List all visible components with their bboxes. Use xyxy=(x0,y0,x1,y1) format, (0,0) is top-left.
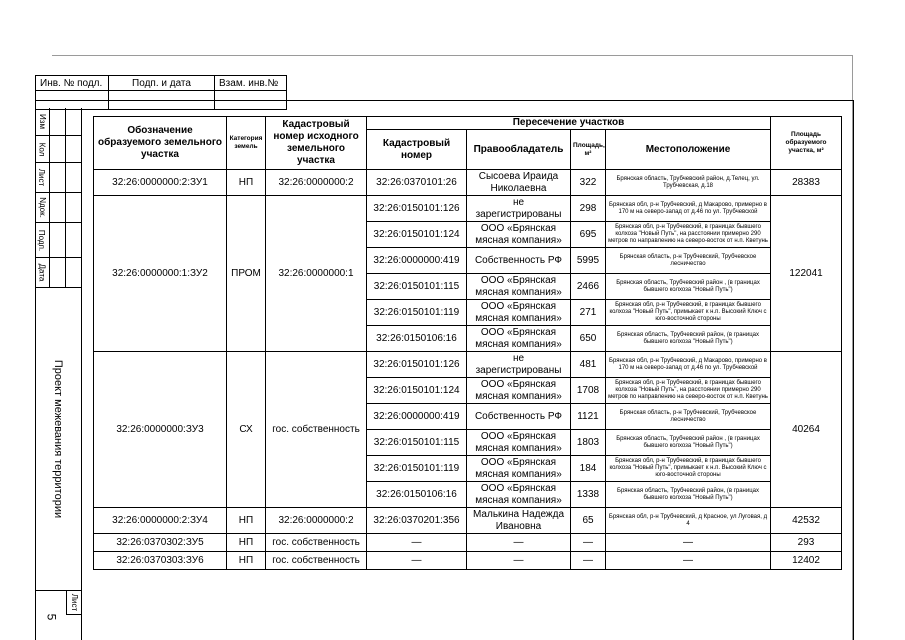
intersect-cadastral: 32:26:0150101:124 xyxy=(367,222,467,248)
intersect-area: 1338 xyxy=(571,482,606,508)
intersect-location: Брянская область, Трубчевский район , (в границах бывшего колхоза "Новый Путь") xyxy=(606,430,771,456)
sheet-outer-top-line xyxy=(52,55,852,56)
strip-cell-list xyxy=(35,163,82,193)
intersect-area: — xyxy=(571,552,606,570)
intersect-owner: ООО «Брянская мясная компания» xyxy=(467,456,571,482)
intersect-area: 1121 xyxy=(571,404,606,430)
intersect-location: — xyxy=(606,552,771,570)
plot-source-cadastral: гос. собственность xyxy=(266,352,367,508)
intersect-location: Брянская обл, р-н Трубчевский, в границах бывшего колхоза "Новый Путь", примыкает к н.п. Высокий Ключ с юго-восточной стороны xyxy=(606,300,771,326)
plot-total-area: 12402 xyxy=(771,552,842,570)
header-source-cadastral: Кадастровый номер исходного земельного участка xyxy=(266,117,367,170)
strip-cell-data xyxy=(35,258,82,288)
project-title-text: Проект межевания территории xyxy=(52,359,65,519)
land-plots-table xyxy=(93,116,842,570)
plot-designation: 32:26:0000000:ЗУ3 xyxy=(94,352,227,508)
intersect-location: Брянская обл, р-н Трубчевский, д Красное, ул Луговая, д 4 xyxy=(606,508,771,534)
stamp-inv-podl: Инв. № подл. xyxy=(36,76,109,91)
intersect-location: Брянская область, Трубчевский район, (в границах бывшего колхоза "Новый Путь") xyxy=(606,326,771,352)
intersect-cadastral: 32:26:0150101:126 xyxy=(367,352,467,378)
plot-category: НП xyxy=(227,534,266,552)
strip-label-data: Дата xyxy=(37,263,47,282)
intersect-area: 695 xyxy=(571,222,606,248)
intersect-owner: ООО «Брянская мясная компания» xyxy=(467,482,571,508)
intersect-area: 271 xyxy=(571,300,606,326)
plot-category: СХ xyxy=(227,352,266,508)
plot-category: НП xyxy=(227,508,266,534)
intersect-owner: ООО «Брянская мясная компания» xyxy=(467,430,571,456)
intersect-location: Брянская обл, р-н Трубчевский, д Макарово, примерно в 170 м на северо-запад от д.46 по ул. Трубчевской xyxy=(606,352,771,378)
intersect-owner: Сысоева Ираида Николаевна xyxy=(467,170,571,196)
intersect-location: Брянская обл, р-н Трубчевский, в границах бывшего колхоза "Новый Путь", примыкает к н.п. Высокий Ключ с юго-восточной стороны xyxy=(606,456,771,482)
intersect-cadastral: — xyxy=(367,552,467,570)
header-area: Площадь, м² xyxy=(571,130,606,170)
table-row xyxy=(94,196,842,222)
plot-total-area: 122041 xyxy=(771,196,842,352)
intersect-cadastral: 32:26:0150101:115 xyxy=(367,430,467,456)
project-title xyxy=(35,288,82,590)
table-row xyxy=(94,352,842,378)
header-designation: Обозначение образуемого земельного участка xyxy=(94,117,227,170)
plot-designation: 32:26:0000000:2:ЗУ1 xyxy=(94,170,227,196)
intersect-area: 65 xyxy=(571,508,606,534)
plot-total-area: 40264 xyxy=(771,352,842,508)
plot-category: НП xyxy=(227,170,266,196)
intersect-cadastral: — xyxy=(367,534,467,552)
plot-source-cadastral: гос. собственность xyxy=(266,552,367,570)
intersect-owner: Собственность РФ xyxy=(467,404,571,430)
header-location: Местоположение xyxy=(606,130,771,170)
sheet-number: 5 xyxy=(44,613,58,621)
intersect-owner: ООО «Брянская мясная компания» xyxy=(467,300,571,326)
intersect-cadastral: 32:26:0370201:356 xyxy=(367,508,467,534)
intersect-cadastral: 32:26:0000000:419 xyxy=(367,248,467,274)
strip-label-kol: Кол xyxy=(37,142,47,156)
intersect-location: Брянская область, Трубчевский район, (в границах бывшего колхоза "Новый Путь") xyxy=(606,482,771,508)
intersect-cadastral: 32:26:0370101:26 xyxy=(367,170,467,196)
intersect-cadastral: 32:26:0150101:115 xyxy=(367,274,467,300)
plot-source-cadastral: 32:26:0000000:2 xyxy=(266,170,367,196)
intersect-location: Брянская обл, р-н Трубчевский, д Макарово, примерно в 170 м на северо-запад от д.46 по ул. Трубчевской xyxy=(606,196,771,222)
plot-designation: 32:26:0370303:ЗУ6 xyxy=(94,552,227,570)
intersect-area: 650 xyxy=(571,326,606,352)
header-owner: Правообладатель xyxy=(467,130,571,170)
table-row xyxy=(94,534,842,552)
intersect-owner: — xyxy=(467,534,571,552)
intersect-area: — xyxy=(571,534,606,552)
header-formed-area: Площадь образуемого участка, м² xyxy=(771,117,842,170)
intersect-area: 481 xyxy=(571,352,606,378)
intersect-owner: не зарегистрированы xyxy=(467,352,571,378)
intersect-owner: ООО «Брянская мясная компания» xyxy=(467,326,571,352)
strip-label-ndok: Nдок. xyxy=(37,197,47,218)
intersect-cadastral: 32:26:0000000:419 xyxy=(367,404,467,430)
intersect-area: 184 xyxy=(571,456,606,482)
strip-label-list: Лист xyxy=(37,168,47,187)
table-body xyxy=(94,170,842,570)
sheet-label: Лист xyxy=(70,593,80,612)
intersect-location: Брянская область, Трубчевский район, д.Телец, ул. Трубчевская, д.18 xyxy=(606,170,771,196)
table-row xyxy=(94,170,842,196)
strip-label-podp: Подп. xyxy=(37,229,47,251)
strip-cell-ndok xyxy=(35,193,82,223)
intersect-owner: не зарегистрированы xyxy=(467,196,571,222)
intersect-owner: ООО «Брянская мясная компания» xyxy=(467,274,571,300)
intersect-cadastral: 32:26:0150101:119 xyxy=(367,456,467,482)
intersect-area: 1803 xyxy=(571,430,606,456)
intersect-location: — xyxy=(606,534,771,552)
header-intersection: Пересечение участков xyxy=(367,117,771,130)
intersect-area: 5995 xyxy=(571,248,606,274)
intersect-location: Брянская область, Трубчевский район , (в границах бывшего колхоза "Новый Путь") xyxy=(606,274,771,300)
intersect-owner: ООО «Брянская мясная компания» xyxy=(467,222,571,248)
plot-total-area: 42532 xyxy=(771,508,842,534)
intersect-cadastral: 32:26:0150106:16 xyxy=(367,326,467,352)
plot-source-cadastral: 32:26:0000000:1 xyxy=(266,196,367,352)
intersect-area: 322 xyxy=(571,170,606,196)
intersect-location: Брянская область, р-н Трубчевский, Трубчевское лесничество xyxy=(606,404,771,430)
plot-designation: 32:26:0370302:ЗУ5 xyxy=(94,534,227,552)
header-cadastral: Кадастровый номер xyxy=(367,130,467,170)
header-category: Категория земель xyxy=(227,117,266,170)
plot-designation: 32:26:0000000:2:ЗУ4 xyxy=(94,508,227,534)
intersect-cadastral: 32:26:0150101:124 xyxy=(367,378,467,404)
strip-cell-podp xyxy=(35,223,82,258)
plot-total-area: 28383 xyxy=(771,170,842,196)
plot-category: НП xyxy=(227,552,266,570)
intersect-area: 2466 xyxy=(571,274,606,300)
intersect-area: 298 xyxy=(571,196,606,222)
stamp-podp-data: Подп. и дата xyxy=(109,76,215,91)
intersect-owner: Собственность РФ xyxy=(467,248,571,274)
strip-cell-izm xyxy=(35,108,82,136)
intersect-owner: ООО «Брянская мясная компания» xyxy=(467,378,571,404)
plot-source-cadastral: 32:26:0000000:2 xyxy=(266,508,367,534)
plot-designation: 32:26:0000000:1:ЗУ2 xyxy=(94,196,227,352)
table-row xyxy=(94,552,842,570)
table-row xyxy=(94,508,842,534)
intersect-location: Брянская обл, р-н Трубчевский, в границах бывшего колхоза "Новый Путь", на расстоянии примерно 290 метров по направлению на северо-восток от н.п. Кветунь xyxy=(606,222,771,248)
stamp-vzam-inv: Взам. инв.№ xyxy=(215,76,287,91)
intersect-location: Брянская область, р-н Трубчевский, Трубчевское лесничество xyxy=(606,248,771,274)
left-title-strip xyxy=(35,108,82,640)
plot-total-area: 293 xyxy=(771,534,842,552)
intersect-cadastral: 32:26:0150106:16 xyxy=(367,482,467,508)
sheet-box xyxy=(35,590,82,640)
intersect-owner: — xyxy=(467,552,571,570)
plot-category: ПРОМ xyxy=(227,196,266,352)
strip-cell-kol xyxy=(35,136,82,163)
intersect-cadastral: 32:26:0150101:119 xyxy=(367,300,467,326)
plot-source-cadastral: гос. собственность xyxy=(266,534,367,552)
intersect-location: Брянская обл, р-н Трубчевский, в границах бывшего колхоза "Новый Путь", на расстоянии примерно 290 метров по направлению на северо-восток от н.п. Кветунь xyxy=(606,378,771,404)
strip-label-izm: Изм xyxy=(37,114,47,129)
intersect-cadastral: 32:26:0150101:126 xyxy=(367,196,467,222)
intersect-owner: Малькина Надежда Ивановна xyxy=(467,508,571,534)
intersect-area: 1708 xyxy=(571,378,606,404)
